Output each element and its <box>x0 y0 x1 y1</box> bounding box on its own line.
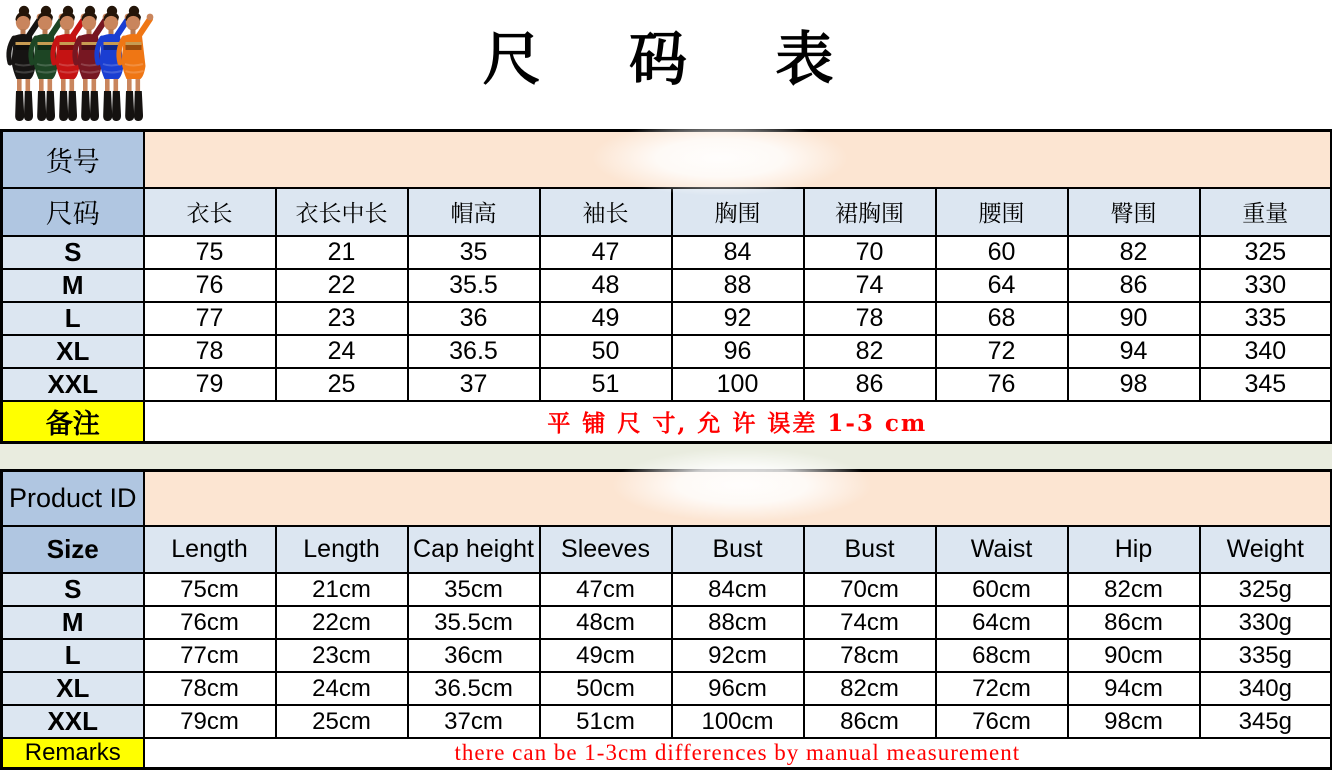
column-header: Bust <box>672 526 804 573</box>
value-cell: 23 <box>276 302 408 335</box>
value-cell: 345g <box>1200 705 1332 738</box>
value-cell: 72cm <box>936 672 1068 705</box>
value-cell: 51 <box>540 368 672 401</box>
value-cell: 78 <box>144 335 276 368</box>
value-cell: 82 <box>804 335 936 368</box>
size-cell: L <box>2 639 144 672</box>
value-cell: 86 <box>804 368 936 401</box>
value-cell: 60 <box>936 236 1068 269</box>
value-cell: 330 <box>1200 269 1332 302</box>
remark-label: 备注 <box>2 401 144 443</box>
value-cell: 68 <box>936 302 1068 335</box>
remarks-text: there can be 1-3cm differences by manual measurement <box>144 738 1332 769</box>
size-row <box>2 269 1332 302</box>
value-cell: 25 <box>276 368 408 401</box>
value-cell: 88cm <box>672 606 804 639</box>
column-header: 帽高 <box>408 188 540 236</box>
remark-text: 平 铺 尺 寸, 允 许 误差 1-3 cm <box>144 401 1332 443</box>
value-cell: 24 <box>276 335 408 368</box>
column-header: 裙胸围 <box>804 188 936 236</box>
remarks-label: Remarks <box>2 738 144 769</box>
value-cell: 94 <box>1068 335 1200 368</box>
value-cell: 82cm <box>1068 573 1200 606</box>
value-cell: 90 <box>1068 302 1200 335</box>
column-header: 臀围 <box>1068 188 1200 236</box>
value-cell: 335 <box>1200 302 1332 335</box>
column-header: Length <box>144 526 276 573</box>
value-cell: 82 <box>1068 236 1200 269</box>
value-cell: 74cm <box>804 606 936 639</box>
product-id-row <box>2 470 1332 526</box>
value-cell: 96 <box>672 335 804 368</box>
item-no-label: 货号 <box>2 131 144 188</box>
value-cell: 21 <box>276 236 408 269</box>
value-cell: 47cm <box>540 573 672 606</box>
size-row <box>2 573 1332 606</box>
size-cell: S <box>2 573 144 606</box>
column-header: 衣长 <box>144 188 276 236</box>
value-cell: 100 <box>672 368 804 401</box>
size-row <box>2 236 1332 269</box>
value-cell: 60cm <box>936 573 1068 606</box>
value-cell: 49 <box>540 302 672 335</box>
value-cell: 78 <box>804 302 936 335</box>
value-cell: 50 <box>540 335 672 368</box>
value-cell: 36cm <box>408 639 540 672</box>
header <box>0 0 1332 129</box>
value-cell: 340 <box>1200 335 1332 368</box>
remark-row <box>2 401 1332 443</box>
value-cell: 92cm <box>672 639 804 672</box>
value-cell: 22cm <box>276 606 408 639</box>
value-cell: 50cm <box>540 672 672 705</box>
size-row <box>2 368 1332 401</box>
value-cell: 35.5cm <box>408 606 540 639</box>
column-header: Sleeves <box>540 526 672 573</box>
value-cell: 100cm <box>672 705 804 738</box>
item-no-value <box>144 131 1332 188</box>
value-cell: 70cm <box>804 573 936 606</box>
value-cell: 68cm <box>936 639 1068 672</box>
value-cell: 84 <box>672 236 804 269</box>
value-cell: 98 <box>1068 368 1200 401</box>
value-cell: 335g <box>1200 639 1332 672</box>
value-cell: 76 <box>144 269 276 302</box>
value-cell: 23cm <box>276 639 408 672</box>
value-cell: 76 <box>936 368 1068 401</box>
value-cell: 78cm <box>144 672 276 705</box>
value-cell: 37 <box>408 368 540 401</box>
size-rows-en <box>2 573 1332 738</box>
value-cell: 77cm <box>144 639 276 672</box>
value-cell: 21cm <box>276 573 408 606</box>
value-cell: 35 <box>408 236 540 269</box>
column-header-row <box>2 526 1332 573</box>
size-header-label: 尺码 <box>2 188 144 236</box>
size-table-en <box>0 469 1332 770</box>
size-row <box>2 639 1332 672</box>
column-header: Cap height <box>408 526 540 573</box>
remarks-row <box>2 738 1332 769</box>
size-row <box>2 672 1332 705</box>
product-id-label: Product ID <box>2 470 144 526</box>
column-header-row <box>2 188 1332 236</box>
column-header: Weight <box>1200 526 1332 573</box>
value-cell: 76cm <box>936 705 1068 738</box>
size-row <box>2 705 1332 738</box>
column-header: 袖长 <box>540 188 672 236</box>
size-header-label: Size <box>2 526 144 573</box>
value-cell: 92 <box>672 302 804 335</box>
size-row <box>2 606 1332 639</box>
value-cell: 64cm <box>936 606 1068 639</box>
page-title: 尺 码 表 <box>0 12 1332 96</box>
value-cell: 325g <box>1200 573 1332 606</box>
value-cell: 78cm <box>804 639 936 672</box>
value-cell: 340g <box>1200 672 1332 705</box>
column-header: Bust <box>804 526 936 573</box>
value-cell: 79 <box>144 368 276 401</box>
value-cell: 24cm <box>276 672 408 705</box>
size-row <box>2 335 1332 368</box>
separator-band <box>0 444 1332 469</box>
value-cell: 36.5 <box>408 335 540 368</box>
value-cell: 76cm <box>144 606 276 639</box>
value-cell: 96cm <box>672 672 804 705</box>
value-cell: 75 <box>144 236 276 269</box>
size-row <box>2 302 1332 335</box>
column-header: 衣长中长 <box>276 188 408 236</box>
value-cell: 84cm <box>672 573 804 606</box>
value-cell: 77 <box>144 302 276 335</box>
column-header: 胸围 <box>672 188 804 236</box>
value-cell: 74 <box>804 269 936 302</box>
value-cell: 48 <box>540 269 672 302</box>
value-cell: 75cm <box>144 573 276 606</box>
value-cell: 49cm <box>540 639 672 672</box>
value-cell: 35.5 <box>408 269 540 302</box>
value-cell: 86cm <box>1068 606 1200 639</box>
value-cell: 72 <box>936 335 1068 368</box>
value-cell: 51cm <box>540 705 672 738</box>
value-cell: 330g <box>1200 606 1332 639</box>
value-cell: 82cm <box>804 672 936 705</box>
value-cell: 86 <box>1068 269 1200 302</box>
size-cell: XXL <box>2 705 144 738</box>
value-cell: 36.5cm <box>408 672 540 705</box>
value-cell: 47 <box>540 236 672 269</box>
value-cell: 94cm <box>1068 672 1200 705</box>
value-cell: 25cm <box>276 705 408 738</box>
value-cell: 79cm <box>144 705 276 738</box>
value-cell: 48cm <box>540 606 672 639</box>
size-cell: XL <box>2 335 144 368</box>
size-cell: S <box>2 236 144 269</box>
size-cell: XXL <box>2 368 144 401</box>
size-rows-cn <box>2 236 1332 401</box>
product-id-value <box>144 470 1332 526</box>
size-cell: XL <box>2 672 144 705</box>
column-header: 重量 <box>1200 188 1332 236</box>
value-cell: 22 <box>276 269 408 302</box>
value-cell: 86cm <box>804 705 936 738</box>
item-no-row <box>2 131 1332 188</box>
value-cell: 37cm <box>408 705 540 738</box>
column-header: Waist <box>936 526 1068 573</box>
value-cell: 98cm <box>1068 705 1200 738</box>
value-cell: 88 <box>672 269 804 302</box>
size-cell: L <box>2 302 144 335</box>
value-cell: 36 <box>408 302 540 335</box>
column-header: 腰围 <box>936 188 1068 236</box>
value-cell: 64 <box>936 269 1068 302</box>
size-cell: M <box>2 269 144 302</box>
value-cell: 345 <box>1200 368 1332 401</box>
column-header: Hip <box>1068 526 1200 573</box>
value-cell: 90cm <box>1068 639 1200 672</box>
value-cell: 325 <box>1200 236 1332 269</box>
value-cell: 35cm <box>408 573 540 606</box>
column-header: Length <box>276 526 408 573</box>
size-table-cn <box>0 129 1332 444</box>
size-cell: M <box>2 606 144 639</box>
value-cell: 70 <box>804 236 936 269</box>
